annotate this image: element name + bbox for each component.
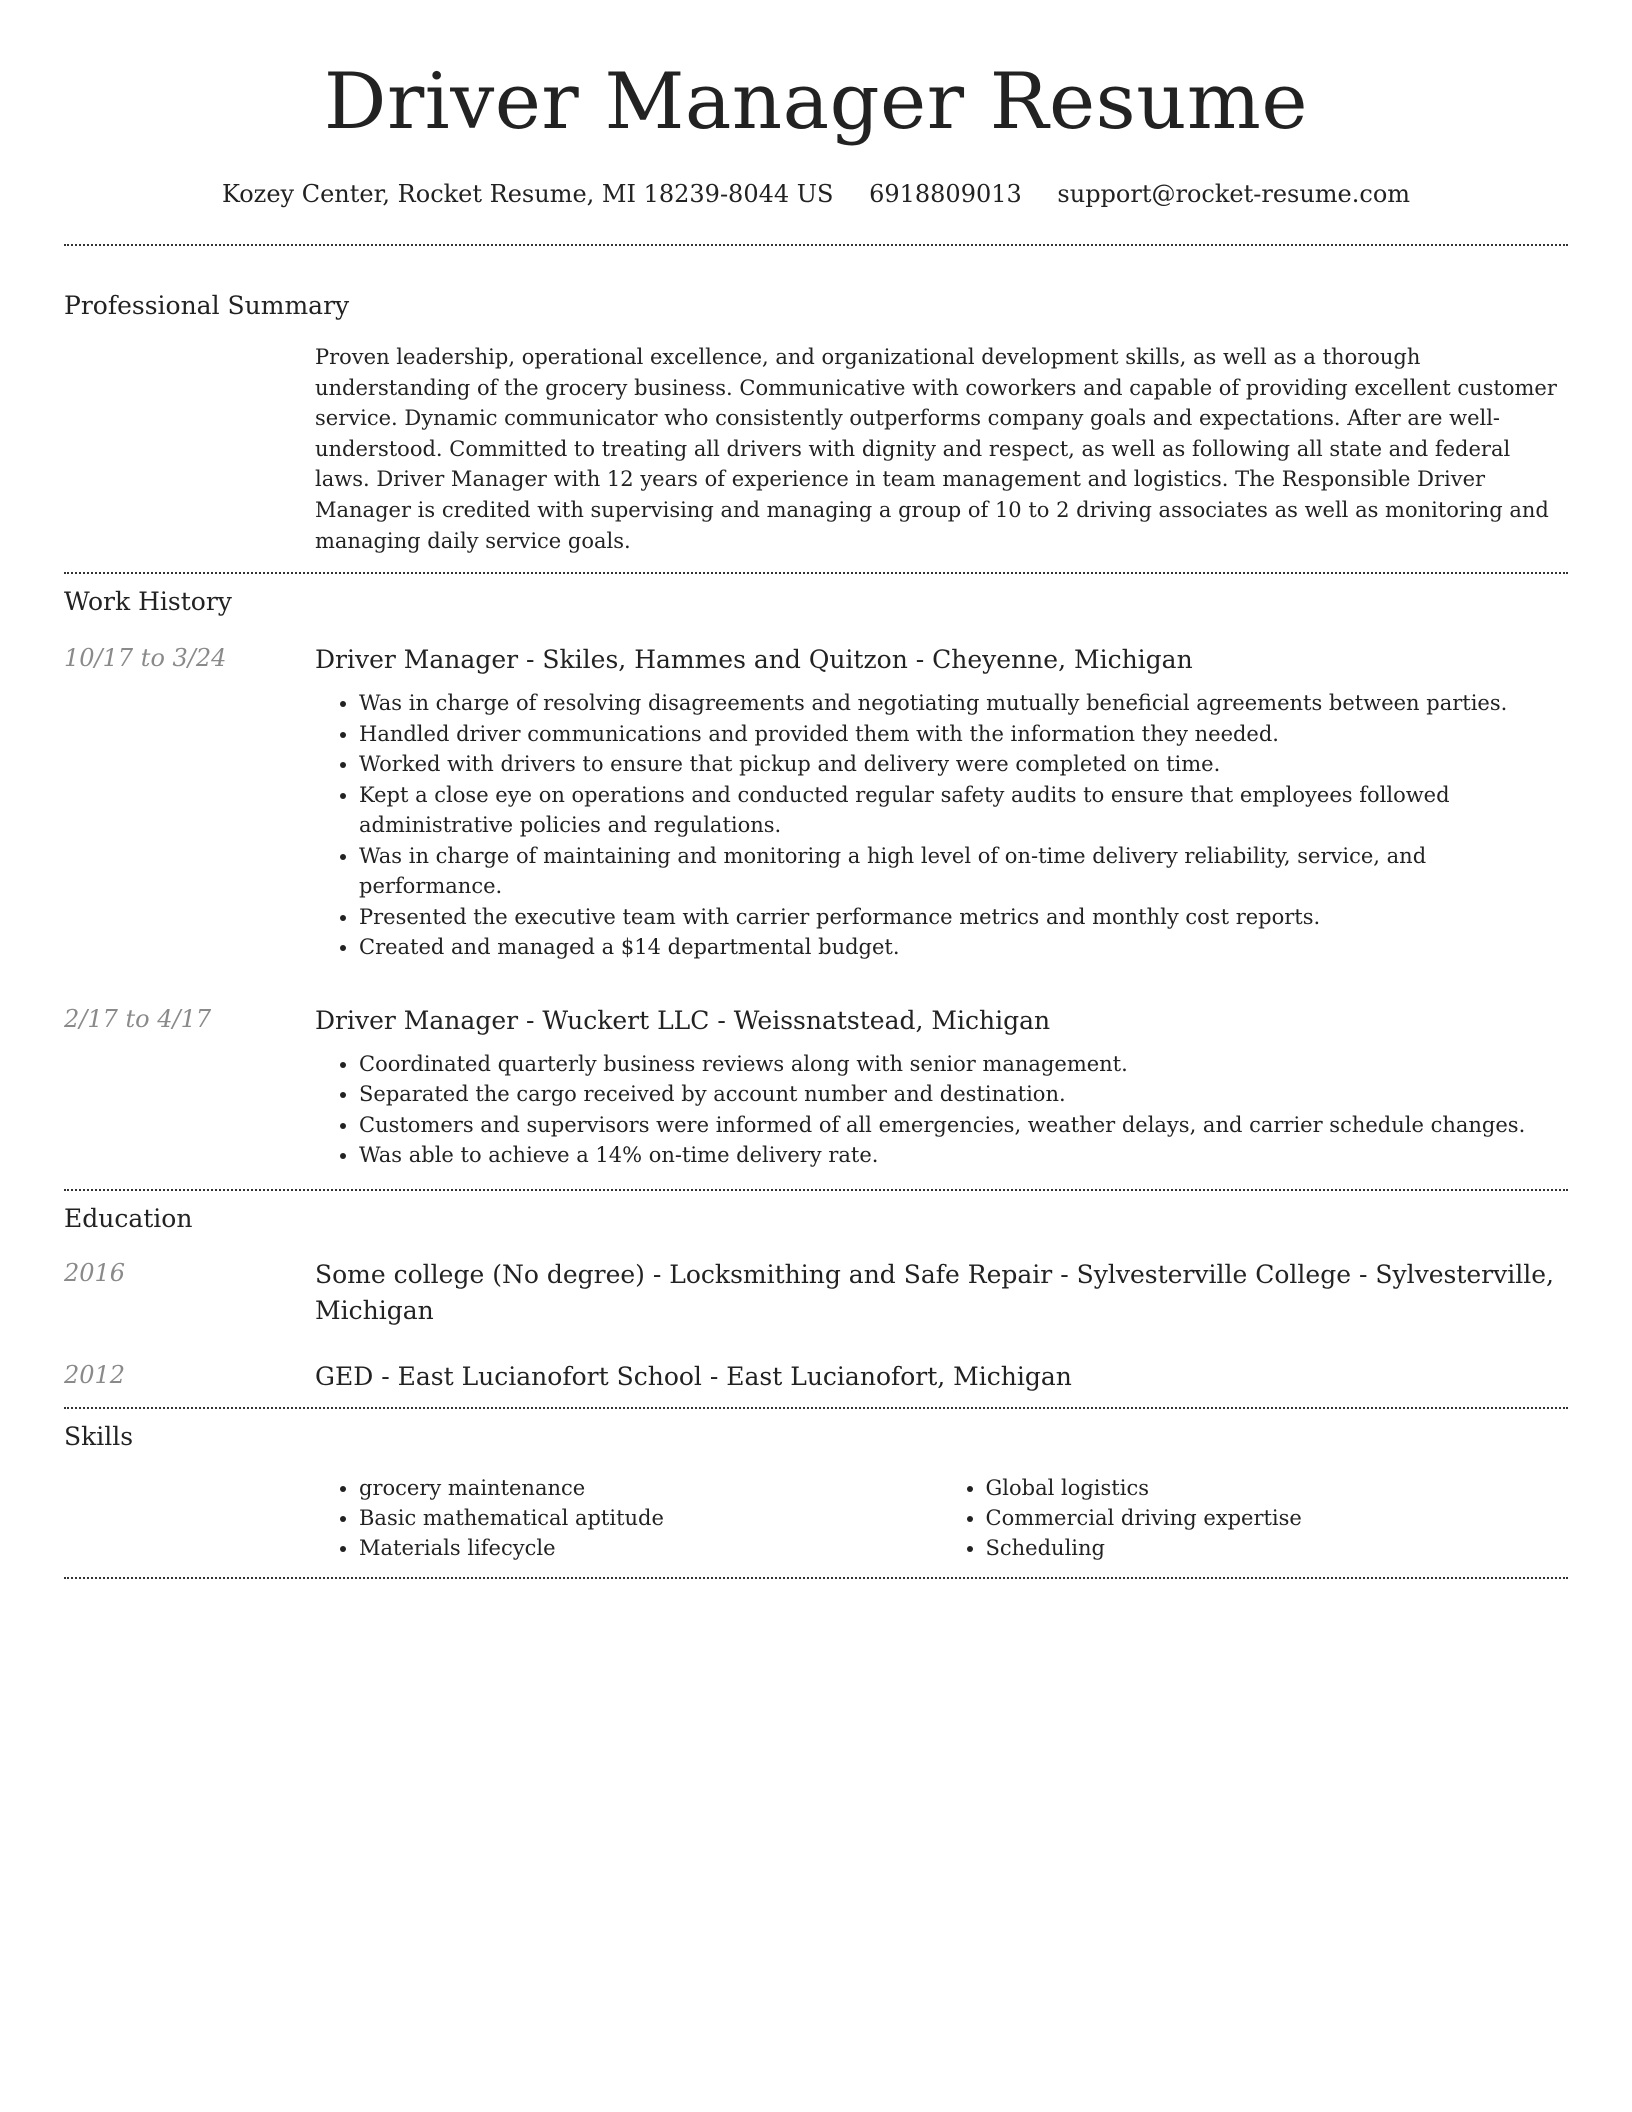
job-bullets (315, 688, 1568, 963)
job-title: Driver Manager - Wuckert LLC - Weissnatstead, Michigan (315, 1005, 1051, 1035)
page-title: Driver Manager Resume (323, 57, 1309, 147)
list-item: • Was in charge of maintaining and monitoring a high level of on-time delivery reliability, service, and performance. (359, 841, 1568, 902)
education-entry (64, 1359, 1568, 1395)
skills-left-spacer (64, 1453, 315, 1563)
contact-info (64, 178, 1568, 210)
list-item: • Was able to achieve a 14% on-time delivery rate. (359, 1140, 1568, 1171)
list-item: • Customers and supervisors were informed of all emergencies, weather delays, and carrier schedule changes. (359, 1110, 1568, 1141)
list-item: • Materials lifecycle (359, 1533, 942, 1563)
skills-section (64, 1421, 1568, 1579)
summary-left-spacer (64, 322, 315, 556)
list-item: • Handled driver communications and provided them with the information they needed. (359, 719, 1568, 750)
skills-grid (315, 1473, 1568, 1563)
education-year: 2016 (64, 1258, 126, 1287)
list-item: • Coordinated quarterly business reviews along with senior management. (359, 1049, 1568, 1080)
education-entry (64, 1257, 1568, 1329)
education-year: 2012 (64, 1360, 126, 1389)
list-item: • Commercial driving expertise (986, 1503, 1569, 1533)
list-item: • Was in charge of resolving disagreements and negotiating mutually beneficial agreements between parties. (359, 688, 1568, 719)
list-item: • Global logistics (986, 1473, 1569, 1503)
list-item: • grocery maintenance (359, 1473, 942, 1503)
work-history-section (64, 586, 1568, 1191)
list-item: • Basic mathematical aptitude (359, 1503, 942, 1533)
job-dates: 2/17 to 4/17 (64, 1004, 212, 1033)
skills-heading: Skills (64, 1421, 134, 1451)
skills-column-2 (942, 1473, 1569, 1563)
job-entry (64, 1003, 1568, 1171)
list-item: • Created and managed a $14 departmental budget. (359, 932, 1568, 963)
education-heading: Education (64, 1203, 193, 1233)
job-dates: 10/17 to 3/24 (64, 644, 227, 673)
education-title: Some college (No degree) - Locksmithing and Safe Repair - Sylvesterville College - Sylvesterville, Michigan (315, 1259, 1554, 1325)
work-history-heading: Work History (64, 587, 232, 617)
job-title: Driver Manager - Skiles, Hammes and Quitzon - Cheyenne, Michigan (315, 645, 1193, 675)
section-divider (64, 1577, 1568, 1579)
education-section (64, 1203, 1568, 1409)
list-item: • Presented the executive team with carrier performance metrics and monthly cost reports. (359, 902, 1568, 933)
contact-phone: 6918809013 (869, 180, 1022, 208)
job-bullets (315, 1049, 1568, 1171)
section-divider (64, 1407, 1568, 1409)
summary-text: Proven leadership, operational excellence, and organizational development skills, as well as a thorough understanding of the grocery business. Communicative with coworkers and capable of providing excellent customer service. Dynamic communicator who consistently outperforms company goals and expectations. After are well-understood. Committed to treating all drivers with dignity and respect, as well as following all state and federal laws. Driver Manager with 12 years of experience in team management and logistics. The Responsible Driver Manager is credited with supervising and managing a group of 10 to 2 driving associates as well as monitoring and managing daily service goals. (315, 345, 1557, 553)
contact-email: support@rocket-resume.com (1057, 180, 1411, 208)
section-divider (64, 244, 1568, 246)
education-title: GED - East Lucianofort School - East Lucianofort, Michigan (315, 1361, 1072, 1391)
list-item: • Separated the cargo received by account number and destination. (359, 1079, 1568, 1110)
contact-address: Kozey Center, Rocket Resume, MI 18239-8044 US (221, 180, 834, 208)
summary-section (64, 290, 1568, 574)
section-divider (64, 572, 1568, 574)
list-item: • Kept a close eye on operations and conducted regular safety audits to ensure that employees followed administrative policies and regulations. (359, 780, 1568, 841)
job-entry (64, 642, 1568, 963)
summary-heading: Professional Summary (64, 291, 350, 320)
skills-column-1 (315, 1473, 942, 1563)
list-item: • Worked with drivers to ensure that pickup and delivery were completed on time. (359, 749, 1568, 780)
section-divider (64, 1189, 1568, 1191)
list-item: • Scheduling (986, 1533, 1569, 1563)
